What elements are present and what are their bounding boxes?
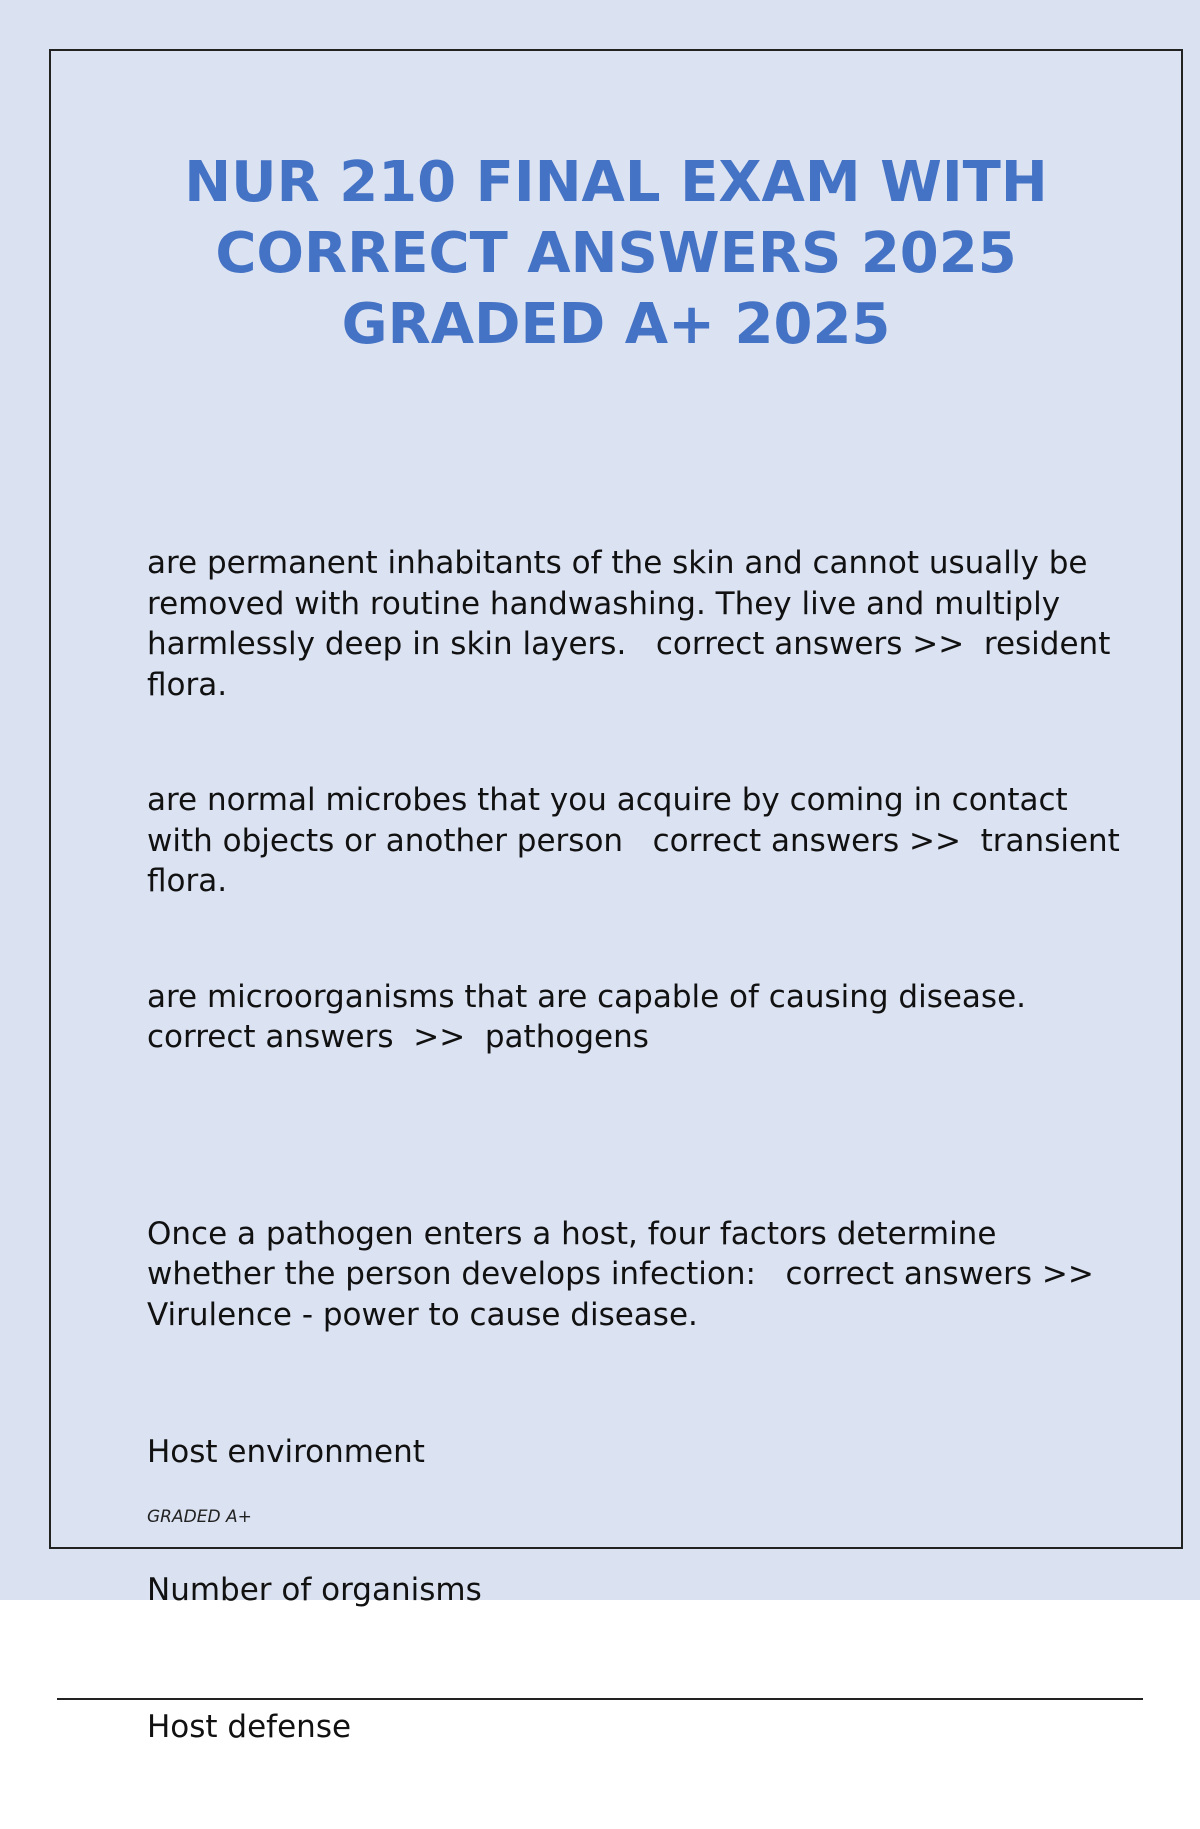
factor-list-item: Number of organisms (147, 1571, 482, 1608)
title-line: NUR 210 FINAL EXAM WITH (184, 150, 1048, 215)
qa-item (147, 1133, 1127, 1829)
qa-list (147, 543, 1130, 1829)
title-line: CORRECT ANSWERS 2025 (215, 221, 1017, 286)
title-line: GRADED A+ 2025 (341, 292, 891, 357)
document-title (51, 147, 1181, 360)
qa-item: are permanent inhabitants of the skin and cannot usually be removed with routine handwashing. They live and multiply harmlessly deep in skin layers. correct answers >> resident flora. (147, 545, 1121, 703)
qa-item-text: Once a pathogen enters a host, four factors determine whether the person develops infection: correct answers >> Virulence - power to cause disease. (147, 1215, 1114, 1333)
factor-list-item: Host environment (147, 1434, 425, 1470)
footer-note: GRADED A+ (147, 1507, 252, 1527)
page-frame (49, 49, 1183, 1745)
qa-item: are microorganisms that are capable of causing disease. correct answers >> pathogens (147, 978, 1036, 1055)
factor-list-item: Host defense (147, 1709, 352, 1745)
qa-item: are normal microbes that you acquire by coming in contact with objects or another person correct answers >> transient flora. (147, 782, 1130, 899)
